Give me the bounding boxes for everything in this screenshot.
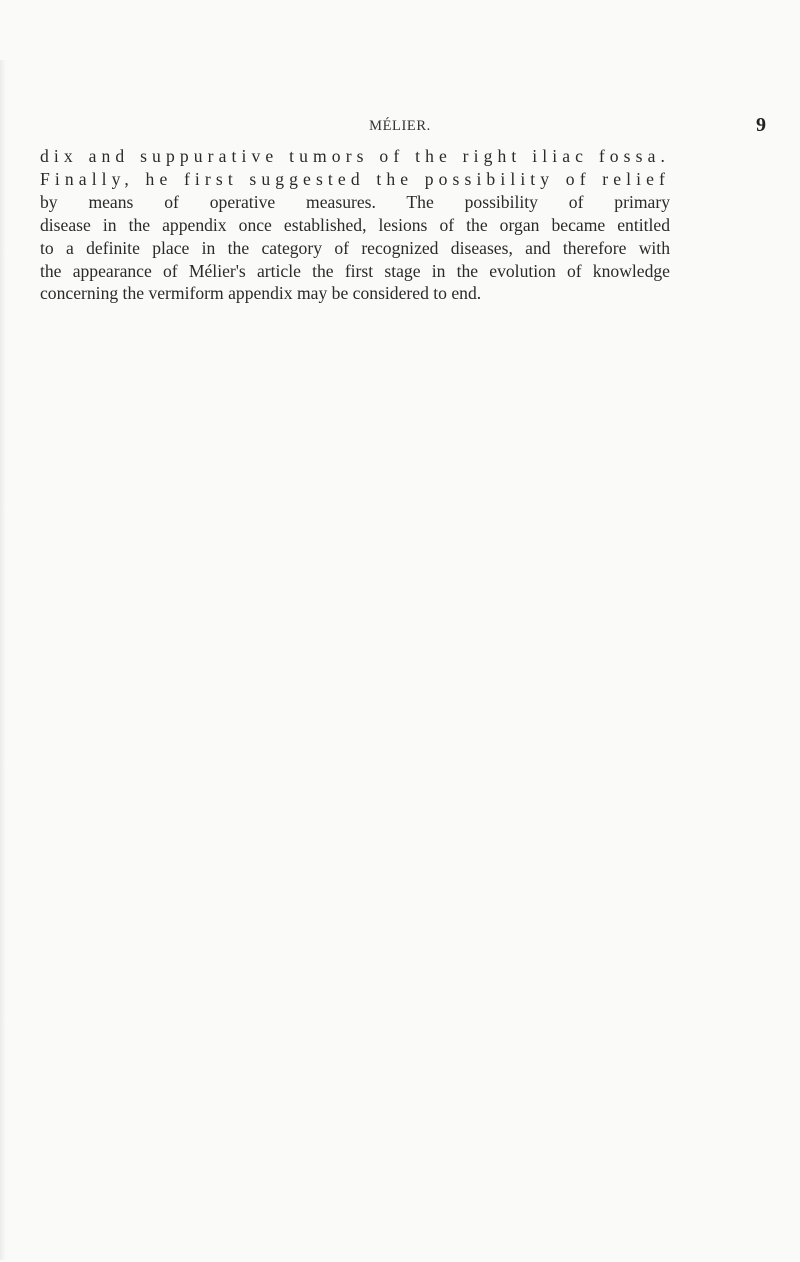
text-line: to a definite place in the category of recognized diseases, and therefore with <box>40 237 670 258</box>
page-edge-shadow <box>0 60 6 1260</box>
text-line: disease in the appendix once established, lesions of the organ became entitled <box>40 214 670 235</box>
running-title: MÉLIER. <box>369 118 431 134</box>
running-head <box>0 116 800 140</box>
text-line: concerning the vermiform appendix may be considered to end. <box>40 283 482 304</box>
body-text <box>40 145 670 305</box>
page-number: 9 <box>756 114 766 136</box>
text-line: dix and suppurative tumors of the right iliac fossa. <box>40 146 670 166</box>
text-line: Finally, he first suggested the possibility of relief <box>40 168 670 189</box>
text-line: by means of operative measures. The possibility of primary <box>40 191 670 212</box>
text-line: the appearance of Mélier's article the first stage in the evolution of knowledge <box>40 260 670 281</box>
